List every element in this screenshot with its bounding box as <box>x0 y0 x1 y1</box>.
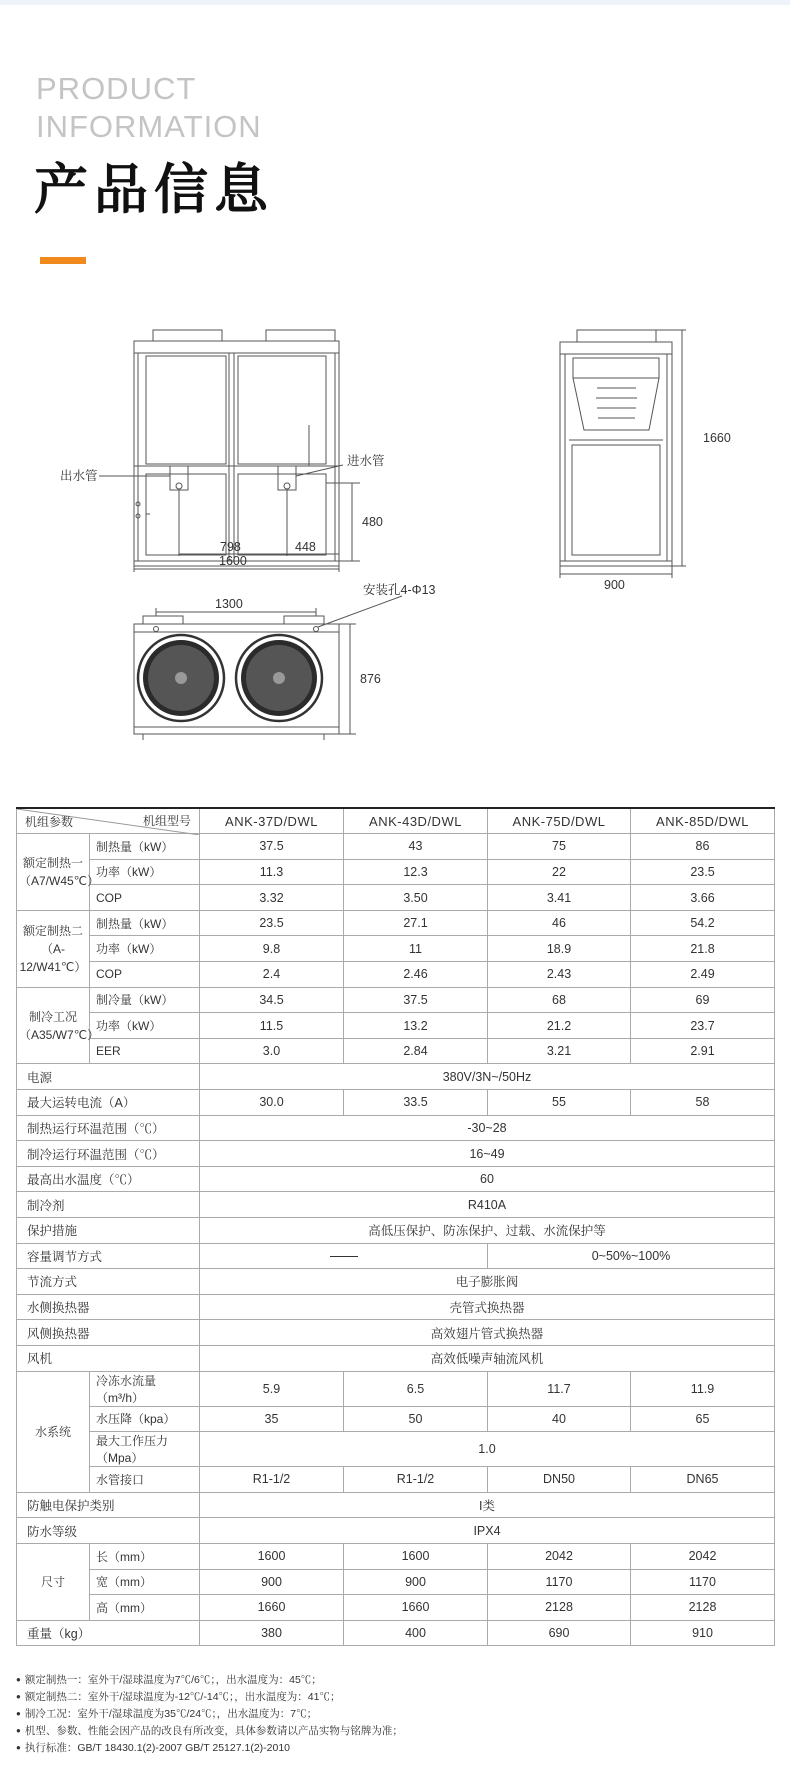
cell: 900 <box>200 1569 344 1595</box>
cell: R1-1/2 <box>344 1467 488 1493</box>
cell: -30~28 <box>200 1115 775 1141</box>
row-label: 功率（kW） <box>90 936 200 962</box>
row-label: 风侧换热器 <box>17 1320 200 1346</box>
table-row <box>17 1543 775 1569</box>
group-heat2-line2: （A-12/W41℃） <box>19 941 87 974</box>
group-size: 尺寸 <box>17 1543 90 1620</box>
cell: 6.5 <box>344 1371 488 1406</box>
cell: 11.9 <box>631 1371 775 1406</box>
group-cool-line2: （A35/W7℃） <box>19 1027 100 1042</box>
table-row <box>17 1320 775 1346</box>
cell: 2128 <box>631 1595 775 1621</box>
cell-dash <box>200 1243 488 1269</box>
cell: I类 <box>200 1492 775 1518</box>
cell: 54.2 <box>631 910 775 936</box>
cell: 3.50 <box>344 885 488 911</box>
corner-bottom-label: 机组参数 <box>25 815 74 830</box>
cell: 34.5 <box>200 987 344 1013</box>
footnote-item: ● 机型、参数、性能会因产品的改良有所改变，具体参数请以产品实物与铭牌为准； <box>16 1723 776 1740</box>
row-label: 水管接口 <box>90 1467 200 1493</box>
cell: 86 <box>631 834 775 860</box>
cell: 43 <box>344 834 488 860</box>
row-label: 最高出水温度（℃） <box>17 1166 200 1192</box>
footnote-item: ● 制冷工况：室外干/湿球温度为35℃/24℃；，出水温度为：7℃； <box>16 1706 776 1723</box>
cell: 2.43 <box>488 962 631 988</box>
cell: IPX4 <box>200 1518 775 1544</box>
row-label: 制冷剂 <box>17 1192 200 1218</box>
table-row <box>17 1294 775 1320</box>
row-label: 容量调节方式 <box>17 1243 200 1269</box>
cell: 2.91 <box>631 1038 775 1064</box>
row-label: 电源 <box>17 1064 200 1090</box>
outlet-label: 出水管 <box>60 469 98 483</box>
cell: 400 <box>344 1620 488 1646</box>
cell: 2.4 <box>200 962 344 988</box>
cell: 37.5 <box>344 987 488 1013</box>
cell: 1600 <box>200 1543 344 1569</box>
cell: 40 <box>488 1406 631 1432</box>
mount-hole-label: 安装孔4-Φ13 <box>363 583 436 597</box>
row-label: 水压降（kpa） <box>90 1406 200 1432</box>
table-row <box>17 1595 775 1621</box>
cell: 30.0 <box>200 1090 344 1116</box>
cell: 高低压保护、防冻保护、过载、水流保护等 <box>200 1218 775 1244</box>
model-header: ANK-85D/DWL <box>631 808 775 834</box>
cell: 46 <box>488 910 631 936</box>
cell: 21.8 <box>631 936 775 962</box>
row-label: COP <box>90 885 200 911</box>
cell: 1600 <box>344 1543 488 1569</box>
row-label: 制热运行环温范围（℃） <box>17 1115 200 1141</box>
cell: 23.7 <box>631 1013 775 1039</box>
table-row <box>17 1038 775 1064</box>
cell: 55 <box>488 1090 631 1116</box>
group-cool-line1: 制冷工况 <box>28 1009 77 1024</box>
footnotes <box>16 1672 776 1757</box>
cell: 0~50%~100% <box>488 1243 775 1269</box>
table-row <box>17 1218 775 1244</box>
table-row <box>17 1166 775 1192</box>
group-water-system: 水系统 <box>17 1371 90 1492</box>
group-heat1-line2: （A7/W45℃） <box>19 873 100 888</box>
inlet-label: 进水管 <box>347 454 385 468</box>
cell: 1170 <box>631 1569 775 1595</box>
heading-english-line1: PRODUCT <box>36 71 197 106</box>
table-row <box>17 1432 775 1467</box>
cell: 3.66 <box>631 885 775 911</box>
cell: 69 <box>631 987 775 1013</box>
cell: 65 <box>631 1406 775 1432</box>
cell: 27.1 <box>344 910 488 936</box>
cell: 380 <box>200 1620 344 1646</box>
model-header: ANK-37D/DWL <box>200 808 344 834</box>
table-row <box>17 1569 775 1595</box>
corner-cell <box>17 808 200 834</box>
row-label: 保护措施 <box>17 1218 200 1244</box>
cell: 2.46 <box>344 962 488 988</box>
dim-1600: 1600 <box>219 554 247 568</box>
group-heat1-line1: 额定制热一 <box>22 855 83 870</box>
table-row <box>17 1371 775 1406</box>
table-row <box>17 1013 775 1039</box>
cell: 13.2 <box>344 1013 488 1039</box>
heading-english <box>36 70 262 146</box>
cell: 11.7 <box>488 1371 631 1406</box>
unit-technical-drawing <box>0 320 790 760</box>
front-view <box>99 330 360 572</box>
cell: 1660 <box>344 1595 488 1621</box>
table-row <box>17 1243 775 1269</box>
cell: 3.21 <box>488 1038 631 1064</box>
cell: 21.2 <box>488 1013 631 1039</box>
table-row <box>17 1518 775 1544</box>
cell: 高效低噪声轴流风机 <box>200 1345 775 1371</box>
table-row <box>17 1406 775 1432</box>
dim-900: 900 <box>604 578 625 592</box>
cell: 电子膨胀阀 <box>200 1269 775 1295</box>
cell: 3.32 <box>200 885 344 911</box>
row-label: 制热量（kW） <box>90 910 200 936</box>
cell: 380V/3N~/50Hz <box>200 1064 775 1090</box>
table-header-row <box>17 808 775 834</box>
table-row <box>17 885 775 911</box>
cell: 11.3 <box>200 859 344 885</box>
cell: R1-1/2 <box>200 1467 344 1493</box>
cell: 高效翅片管式换热器 <box>200 1320 775 1346</box>
cell: 68 <box>488 987 631 1013</box>
cell: DN50 <box>488 1467 631 1493</box>
row-label: 功率（kW） <box>90 859 200 885</box>
cell: 58 <box>631 1090 775 1116</box>
table-row <box>17 1620 775 1646</box>
row-label: 制冷量（kW） <box>90 987 200 1013</box>
cell: 75 <box>488 834 631 860</box>
dash-mark <box>330 1256 358 1257</box>
row-label: 水侧换热器 <box>17 1294 200 1320</box>
cell: 2.84 <box>344 1038 488 1064</box>
cell: 11 <box>344 936 488 962</box>
fan-right <box>236 635 322 721</box>
cell: 18.9 <box>488 936 631 962</box>
table-row <box>17 1064 775 1090</box>
footnote-item: ● 执行标准：GB/T 18430.1(2)-2007 GB/T 25127.1(2)-2010 <box>16 1740 776 1757</box>
cell: 2128 <box>488 1595 631 1621</box>
dim-448: 448 <box>295 540 316 554</box>
cell: 2.49 <box>631 962 775 988</box>
cell: 50 <box>344 1406 488 1432</box>
spec-table <box>16 807 775 1646</box>
dim-1300: 1300 <box>215 597 243 611</box>
cell: DN65 <box>631 1467 775 1493</box>
cell: 23.5 <box>631 859 775 885</box>
cell: 900 <box>344 1569 488 1595</box>
row-label: 风机 <box>17 1345 200 1371</box>
model-header: ANK-75D/DWL <box>488 808 631 834</box>
cell: 23.5 <box>200 910 344 936</box>
row-label: EER <box>90 1038 200 1064</box>
row-label: 高（mm） <box>90 1595 200 1621</box>
cell: 1170 <box>488 1569 631 1595</box>
cell: 壳管式换热器 <box>200 1294 775 1320</box>
cell: 12.3 <box>344 859 488 885</box>
table-row <box>17 859 775 885</box>
cell: 910 <box>631 1620 775 1646</box>
page-title: 产品信息 <box>34 158 274 221</box>
cell: 2042 <box>488 1543 631 1569</box>
group-heat2 <box>17 910 90 987</box>
cell: 37.5 <box>200 834 344 860</box>
dim-798: 798 <box>220 540 241 554</box>
cell: 22 <box>488 859 631 885</box>
row-label: 防水等级 <box>17 1518 200 1544</box>
row-label: COP <box>90 962 200 988</box>
cell: 1660 <box>200 1595 344 1621</box>
table-row <box>17 1345 775 1371</box>
table-row <box>17 910 775 936</box>
table-row <box>17 962 775 988</box>
table-row <box>17 1141 775 1167</box>
row-label: 长（mm） <box>90 1543 200 1569</box>
footnote-item: ● 额定制热二：室外干/湿球温度为-12℃/-14℃；，出水温度为：41℃； <box>16 1689 776 1706</box>
cell: 1.0 <box>200 1432 775 1467</box>
cell: R410A <box>200 1192 775 1218</box>
table-row <box>17 1115 775 1141</box>
table-row <box>17 936 775 962</box>
table-row <box>17 834 775 860</box>
cell: 2042 <box>631 1543 775 1569</box>
fan-left <box>138 635 224 721</box>
row-label: 节流方式 <box>17 1269 200 1295</box>
cell: 5.9 <box>200 1371 344 1406</box>
row-label: 防触电保护类别 <box>17 1492 200 1518</box>
cell: 3.0 <box>200 1038 344 1064</box>
group-cool <box>17 987 100 1064</box>
row-label: 最大工作压力（Mpa） <box>90 1432 200 1467</box>
table-row <box>17 1192 775 1218</box>
cell: 11.5 <box>200 1013 344 1039</box>
table-row <box>17 1090 775 1116</box>
cell: 690 <box>488 1620 631 1646</box>
cell: 9.8 <box>200 936 344 962</box>
cell: 3.41 <box>488 885 631 911</box>
cell: 33.5 <box>344 1090 488 1116</box>
dim-1660: 1660 <box>703 431 731 445</box>
row-label: 重量（kg） <box>17 1620 200 1646</box>
title-accent-bar <box>40 257 86 264</box>
top-strip <box>0 0 790 5</box>
dim-480: 480 <box>362 515 383 529</box>
row-label: 制热量（kW） <box>90 834 200 860</box>
cell: 35 <box>200 1406 344 1432</box>
group-heat2-line1: 额定制热二 <box>22 923 83 938</box>
group-heat1 <box>17 834 100 911</box>
cell: 16~49 <box>200 1141 775 1167</box>
heading-english-line2: INFORMATION <box>36 109 262 144</box>
model-header: ANK-43D/DWL <box>344 808 488 834</box>
corner-top-label: 机组型号 <box>142 814 191 828</box>
row-label: 制冷运行环温范围（℃） <box>17 1141 200 1167</box>
table-row <box>17 1467 775 1493</box>
side-view <box>560 330 686 578</box>
dim-876: 876 <box>360 672 381 686</box>
row-label: 宽（mm） <box>90 1569 200 1595</box>
row-label: 冷冻水流量（m³/h） <box>90 1371 200 1406</box>
table-row <box>17 1492 775 1518</box>
table-row <box>17 1269 775 1295</box>
row-label: 功率（kW） <box>90 1013 200 1039</box>
table-row <box>17 987 775 1013</box>
cell: 60 <box>200 1166 775 1192</box>
row-label: 最大运转电流（A） <box>17 1090 200 1116</box>
footnote-item: ● 额定制热一：室外干/湿球温度为7℃/6℃；，出水温度为：45℃； <box>16 1672 776 1689</box>
